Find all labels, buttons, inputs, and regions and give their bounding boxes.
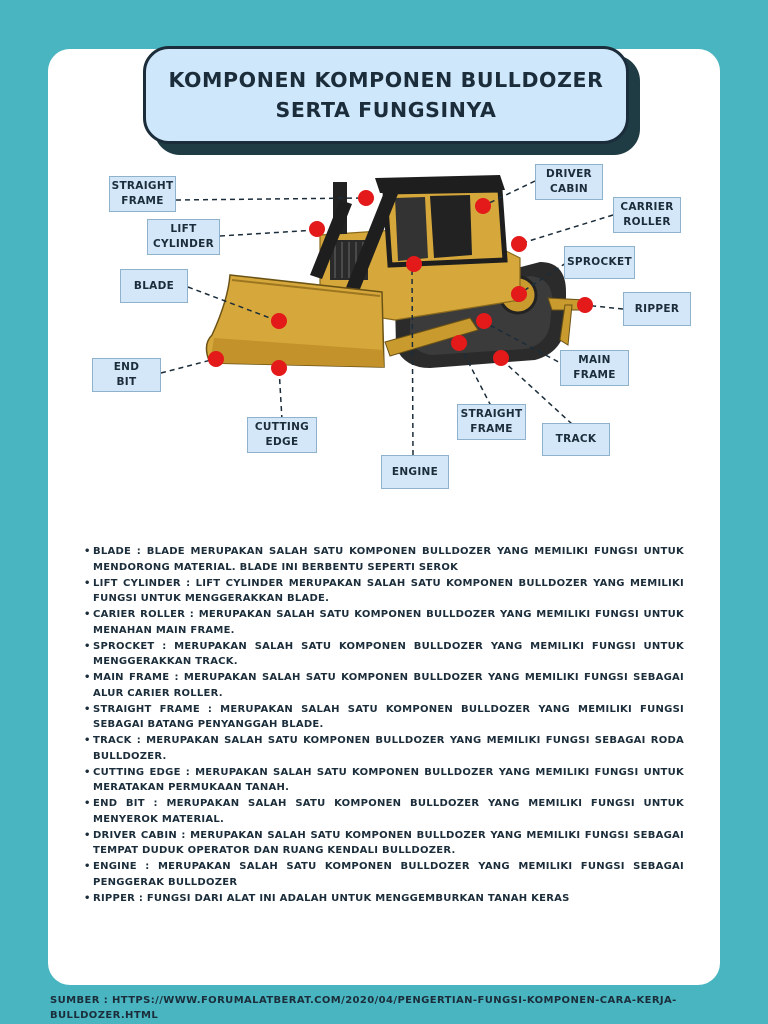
- marker-straight-frame-bottom: [451, 335, 467, 351]
- label-track: TRACK: [542, 423, 610, 456]
- label-straight-frame-top: STRAIGHT FRAME: [109, 176, 176, 212]
- marker-end-bit: [208, 351, 224, 367]
- label-blade: BLADE: [120, 269, 188, 303]
- label-end-bit: END BIT: [92, 358, 161, 392]
- list-item: • ENGINE : MERUPAKAN SALAH SATU KOMPONEN BULLDOZER YANG MEMILIKI FUNGSI SEBAGAI PENGGERAK BULLDOZER: [84, 859, 684, 890]
- marker-blade: [271, 313, 287, 329]
- list-item: • STRAIGHT FRAME : MERUPAKAN SALAH SATU KOMPONEN BULLDOZER YANG MEMILIKI FUNGSI SEBAGAI BATANG PENYANGGAH BLADE.: [84, 702, 684, 733]
- marker-driver-cabin: [475, 198, 491, 214]
- description-list: [84, 544, 684, 907]
- list-item: • LIFT CYLINDER : LIFT CYLINDER MERUPAKAN SALAH SATU KOMPONEN BULLDOZER YANG MEMILIKI FUNGSI UNTUK MENGGERAKKAN BLADE.: [84, 576, 684, 607]
- list-item: • RIPPER : FUNGSI DARI ALAT INI ADALAH UNTUK MENGGEMBURKAN TANAH KERAS: [84, 891, 684, 907]
- marker-sprocket: [511, 286, 527, 302]
- label-engine: ENGINE: [381, 455, 449, 489]
- marker-engine: [406, 256, 422, 272]
- list-item: • SPROCKET : MERUPAKAN SALAH SATU KOMPONEN BULLDOZER YANG MEMILIKI FUNGSI UNTUK MENGGERAKKAN TRACK.: [84, 639, 684, 670]
- list-item: • END BIT : MERUPAKAN SALAH SATU KOMPONEN BULLDOZER YANG MEMILIKI FUNGSI UNTUK MENYEROK MATERIAL.: [84, 796, 684, 827]
- label-driver-cabin: DRIVER CABIN: [535, 164, 603, 200]
- cabin-window: [430, 195, 472, 258]
- title-line-1: KOMPONEN KOMPONEN BULLDOZER: [168, 68, 604, 92]
- list-item: • DRIVER CABIN : MERUPAKAN SALAH SATU KOMPONEN BULLDOZER YANG MEMILIKI FUNGSI SEBAGAI TEMPAT DUDUK OPERATOR DAN RUANG KENDALI BULLDOZER.: [84, 828, 684, 859]
- list-item: • BLADE : BLADE MERUPAKAN SALAH SATU KOMPONEN BULLDOZER YANG MEMILIKI FUNGSI UNTUK MENDORONG MATERIAL. BLADE INI BERBENTU SEPERTI SEROK: [84, 544, 684, 575]
- label-lift-cylinder: LIFT CYLINDER: [147, 219, 220, 255]
- list-item: • CUTTING EDGE : MERUPAKAN SALAH SATU KOMPONEN BULLDOZER YANG MEMILIKI FUNGSI UNTUK MERATAKAN PERMUKAAN TANAH.: [84, 765, 684, 796]
- label-main-frame: MAIN FRAME: [560, 350, 629, 386]
- label-carrier-roller: CARRIER ROLLER: [613, 197, 681, 233]
- list-item: • CARIER ROLLER : MERUPAKAN SALAH SATU KOMPONEN BULLDOZER YANG MEMILIKI FUNGSI UNTUK MENAHAN MAIN FRAME.: [84, 607, 684, 638]
- bulldozer-illustration: [206, 175, 585, 368]
- marker-ripper: [577, 297, 593, 313]
- list-item: • MAIN FRAME : MERUPAKAN SALAH SATU KOMPONEN BULLDOZER YANG MEMILIKI FUNGSI SEBAGAI ALUR CARIER ROLLER.: [84, 670, 684, 701]
- list-item: • TRACK : MERUPAKAN SALAH SATU KOMPONEN BULLDOZER YANG MEMILIKI FUNGSI SEBAGAI RODA BULLDOZER.: [84, 733, 684, 764]
- label-straight-frame-bottom: STRAIGHT FRAME: [457, 404, 526, 440]
- marker-carrier-roller: [511, 236, 527, 252]
- marker-lift-cylinder: [309, 221, 325, 237]
- label-ripper: RIPPER: [623, 292, 691, 326]
- label-sprocket: SPROCKET: [564, 246, 635, 279]
- marker-straight-frame-top: [358, 190, 374, 206]
- label-cutting-edge: CUTTING EDGE: [247, 417, 317, 453]
- source-citation: SUMBER : HTTPS://WWW.FORUMALATBERAT.COM/2020/04/PENGERTIAN-FUNGSI-KOMPONEN-CARA-KERJA-BULLDOZER.HTML: [50, 995, 677, 1021]
- marker-cutting-edge: [271, 360, 287, 376]
- title-line-2: SERTA FUNGSINYA: [275, 98, 497, 122]
- marker-main-frame: [476, 313, 492, 329]
- marker-track: [493, 350, 509, 366]
